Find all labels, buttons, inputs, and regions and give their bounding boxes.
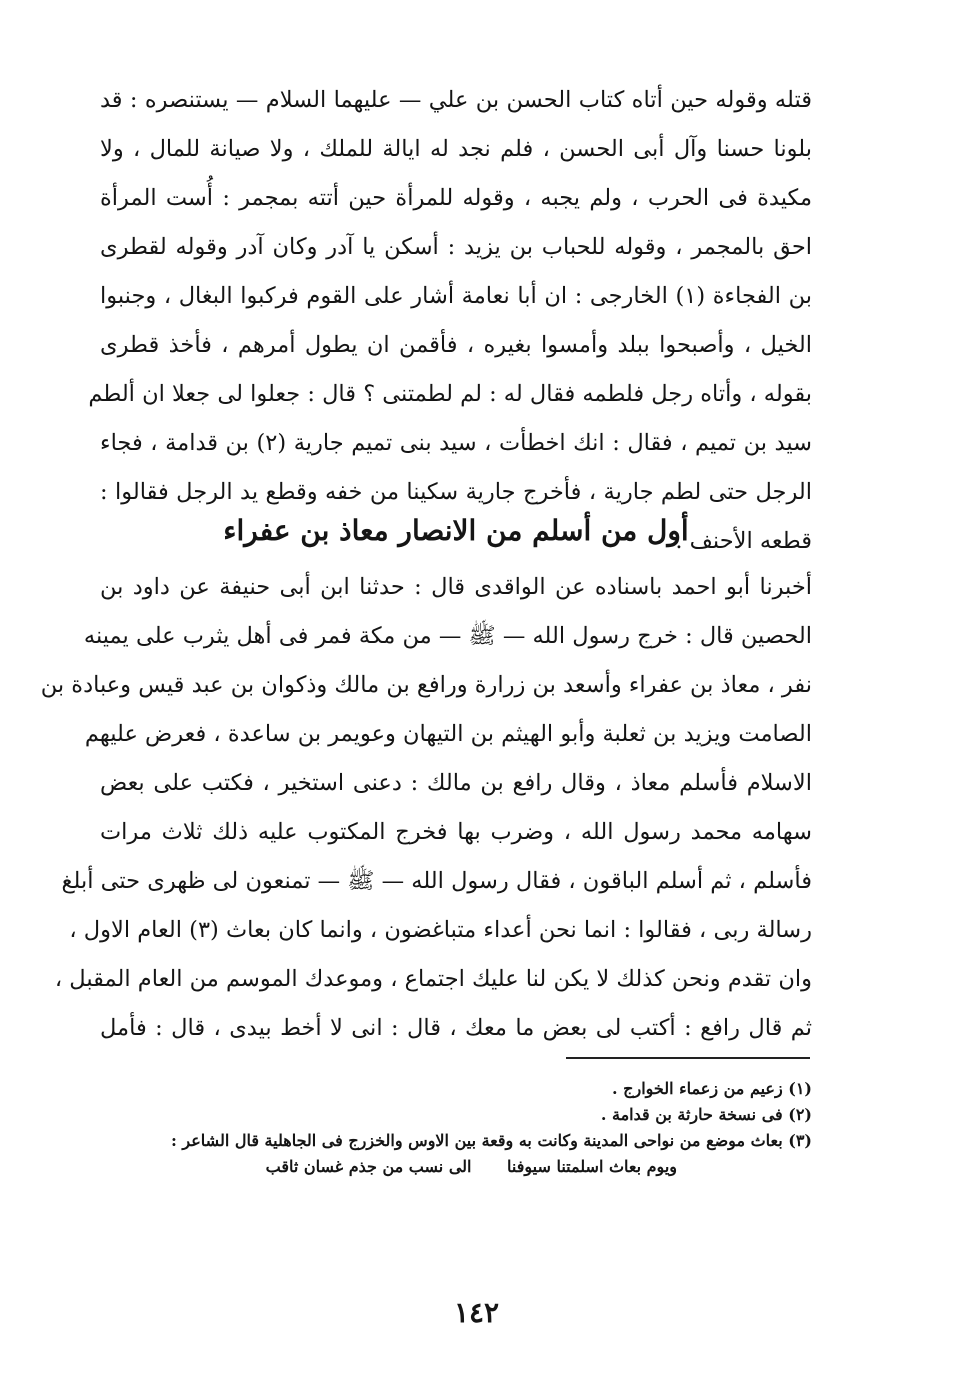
footnotes	[100, 1076, 812, 1180]
poetry-verse	[100, 1154, 812, 1180]
text-line: الصامت ويزيد بن ثعلبة وأبو الهيثم بن التيهان وعويمر بن ساعدة ، فعرض عليهم	[84, 721, 812, 747]
verse-first-hemistich: ويوم بعاث اسلمتنا سيوفنا	[507, 1157, 677, 1176]
text-line: الرجل حتى لطم جارية ، فأخرج جارية سكينا من خفه وقطع يد الرجل فقالوا :	[100, 479, 812, 505]
text-line: مكيدة فى الحرب ، ولم يجبه ، وقوله للمرأة حين أتته بمجمر : أُست المرأة	[100, 185, 812, 211]
text-line: وان تقدم ونحن كذلك لا يكن لنا عليك اجتماع ، وموعدك الموسم من العام المقبل ،	[54, 966, 812, 992]
paragraph-2	[40, 563, 812, 1053]
verse-second-hemistich: الى نسب من جذم غسان ثاقب	[265, 1157, 472, 1176]
section-heading: أول من أسلم من الانصار معاذ بن عفراء	[223, 514, 689, 547]
text-line: بن الفجاءة (١) الخارجى : ان أبا نعامة أشار على القوم فركبوا البغال ، وجنبوا	[100, 283, 812, 309]
page-number: ١٤٢	[453, 1296, 500, 1329]
text-line: قطعه الأحنف .	[675, 528, 812, 554]
text-line: الاسلام فأسلم معاذ ، وقال رافع بن مالك : دعنى استخير ، فكتب على بعض	[100, 770, 812, 796]
text-line: رسالة ربى ، فقالوا : انما نحن أعداء متباغضون ، وانما كان بعاث (٣) العام الاول ،	[69, 917, 812, 943]
text-line: فأسلم ، ثم أسلم الباقون ، فقال رسول الله — ﷺ — تمنعون لى ظهرى حتى أبلغ	[61, 868, 812, 894]
text-line: قتله وقوله حين أتاه كتاب الحسن بن علي — عليهما السلام — يستنصره : قد	[100, 87, 812, 113]
paragraph-1	[88, 76, 813, 566]
text-line: أخبرنا أبو احمد باسناده عن الواقدى قال : حدثنا ابن أبى حنيفة عن داود بن	[100, 574, 812, 600]
text-line: الخيل ، وأصبحوا ببلد وأمسوا بغيره ، فأقمن ان يطول أمرهم ، فأخذ قطرى	[100, 332, 812, 358]
text-line: نفر ، معاذ بن عفراء وأسعد بن زرارة ورافع بن مالك وذكوان بن عبد قيس وعبادة بن	[40, 672, 812, 698]
text-line: ثم قال رافع : أكتب لى بعض ما معك ، قال : انى لا أخط بيدى ، قال : فأمل	[100, 1015, 812, 1041]
text-line: احق بالمجمر ، وقوله للحباب بن يزيد : أسكن يا آدر وكان آدر وقوله لقطرى	[100, 234, 812, 260]
text-line: الحصين قال : خرج رسول الله — ﷺ — من مكة فمر فى أهل يثرب على يمينه	[83, 623, 812, 649]
footnote-1: (١) زعيم من زعماء الخوارج .	[612, 1079, 812, 1098]
text-line: سيد بن تميم ، فقال : انك اخطأت ، سيد بنى تميم جارية (٢) بن قدامة ، فجاء	[100, 430, 813, 456]
footnote-3: (٣) بعاث موضع من نواحى المدينة وكانت به وقعة بين الاوس والخزرج فى الجاهلية قال الشاعر :	[170, 1131, 812, 1150]
text-line: سهامه محمد رسول الله ، وضرب بها فخرج المكتوب عليه ذلك ثلاث مرات	[100, 819, 812, 845]
text-line: بلونا حسنا وآل أبى الحسن ، فلم نجد له ايالة للملك ، ولا صيانة للمال ، ولا	[100, 136, 812, 162]
footnote-2: (٢) فى نسخة حارثة بن قدامة .	[600, 1105, 812, 1124]
footnote-divider	[566, 1057, 810, 1059]
text-line: بقوله ، وأتاه رجل فلطمه فقال له : لم لطمتنى ؟ قال : جعلوا لى جعلا ان ألطم	[88, 381, 812, 407]
